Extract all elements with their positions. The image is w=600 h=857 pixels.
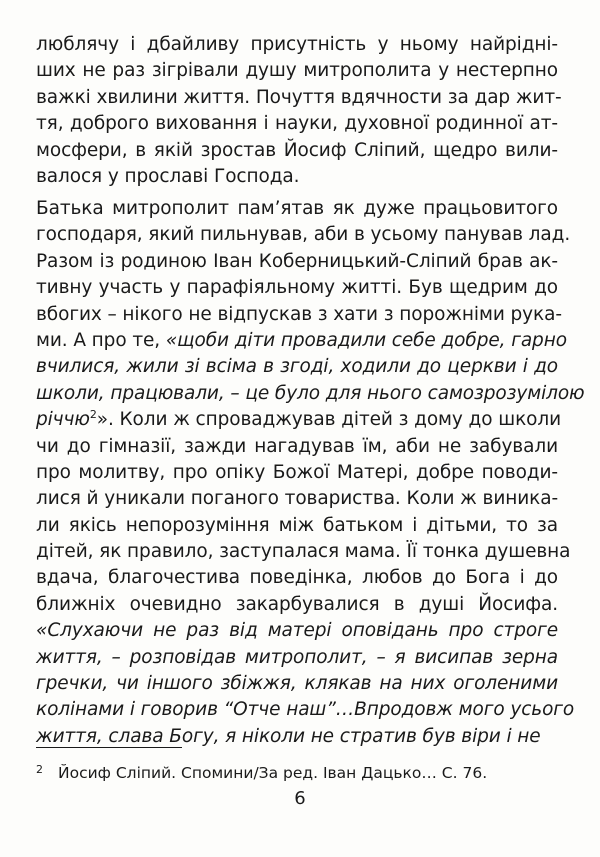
footnote-text: Йосиф Сліпий. Спомини/За ред. Іван Дацько… С. 76. [58,764,488,782]
text-segment: вбогих – нікого не відпускав з хати з порожніми рука- [36,303,562,325]
paragraph-2 [36,196,585,750]
footnote-reference: 2 [89,408,97,422]
footnote-mark: 2 [36,763,43,776]
text-line [36,460,558,486]
text-segment: чи до гімназії, зажди нагадував їм, аби не забували [36,435,558,457]
text-line [36,565,558,591]
text-line [36,85,562,111]
text-segment: про молитву, про опіку Божої Матері, добре поводи- [36,461,558,483]
text-segment: ми. А про те, [36,329,166,351]
italic-quote-segment: життя, – розповідав митрополит, – я висипав зерна [36,646,558,668]
text-line [36,354,558,380]
text-line [36,164,558,190]
text-line [36,138,558,164]
text-line [36,539,571,565]
text-line [36,58,558,84]
text-segment: ближніх очевидно закарбувалися в душі Йосифа. [36,593,558,615]
text-line [36,618,558,644]
paragraph-1 [36,32,562,190]
page-number: 6 [294,788,306,809]
text-line [36,513,558,539]
text-line [36,111,558,137]
text-segment: важкі хвилини життя. Почуття вдячности за дар жит- [36,86,562,108]
footnote-divider [36,747,182,748]
text-line [36,381,585,407]
italic-quote-segment: колінами і говорив “Отче наш”…Впродовж мого усього [36,699,575,721]
text-line [36,302,562,328]
text-line [36,592,558,618]
italic-quote-segment: життя, слава Богу, я ніколи не стратив був віри і не [36,725,541,747]
text-line [36,645,558,671]
text-line [36,196,558,222]
text-segment: вдача, благочестива поведінка, любов до Бога і до [36,567,558,589]
text-line [36,275,558,301]
text-segment: господаря, який пильнував, аби в усьому панував лад. [36,224,571,246]
italic-quote-segment: «щоби діти провадили себе добре, гарно [165,329,567,351]
text-segment: лися й уникали поганого товариства. Коли ж виника- [36,488,559,510]
text-segment: тя, доброго виховання і науки, духовної родинної ат- [36,113,558,135]
text-segment: Батька митрополит пам’ятав як дуже працьовитого [36,198,558,219]
text-segment: люблячу і дбайливу присутність у ньому найрідні- [36,34,558,55]
text-segment: дітей, як правило, заступалася мама. Її тонка душевна [36,541,571,563]
text-line [36,671,558,697]
italic-quote-segment: річчю [36,409,90,431]
italic-quote-segment: вчилися, жили зі всіма в згоді, ходили до церкви і до [36,356,558,378]
text-segment: ших не раз зігрівали душу митрополита у нестерпно [36,60,558,82]
text-line [36,32,558,58]
italic-quote-segment: школи, працювали, – це було для нього самозрозумілою [36,382,585,404]
text-line [36,434,558,460]
text-segment: ли якісь непорозуміння між батьком і дітьми, то за [36,514,558,536]
text-segment: тивну участь у парафіяльному житті. Був щедрим до [36,277,558,299]
italic-quote-segment: «Слухаючи не раз від матері оповідань про строге [36,620,558,642]
italic-quote-segment: гречки, чи іншого збіжжя, клякав на них оголеними [36,673,558,695]
text-line [36,407,562,433]
text-segment: мосфери, в якій зростав Йосиф Сліпий, щедро вили- [36,139,558,161]
text-line [36,249,558,275]
text-line [36,697,575,723]
footnote [36,760,487,783]
text-segment: валося у прославі Господа. [36,165,300,187]
text-line [36,222,571,248]
text-segment: Разом із родиною Іван Коберницький-Сліпий брав ак- [36,250,558,272]
text-segment: ». Коли ж спроваджував дітей з дому до школи [96,409,562,431]
text-line [36,328,567,354]
text-line [36,486,558,512]
